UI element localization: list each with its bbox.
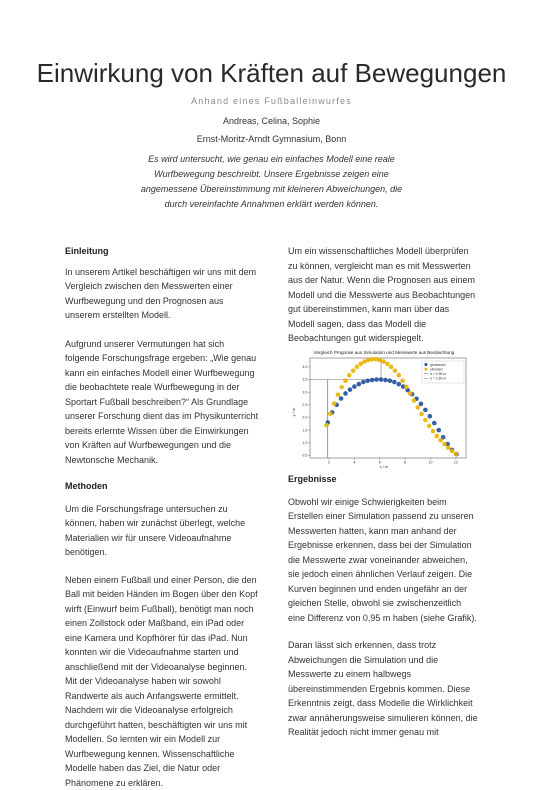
simulated-point [408, 391, 413, 396]
paper-subtitle: Anhand eines Fußballeinwurfes [0, 96, 543, 106]
simulated-point [416, 405, 421, 410]
measured-point [357, 382, 362, 387]
simulated-point [427, 424, 432, 429]
simulated-point [438, 438, 443, 443]
right-column-bottom [288, 472, 478, 740]
x-tick-label: 4 [353, 461, 355, 465]
x-tick-label: 10 [428, 461, 432, 465]
y-tick-label: 0.5 [302, 454, 307, 458]
y-tick-label: 4.0 [302, 365, 307, 369]
x-tick-label: 12 [454, 461, 458, 465]
legend-marker [425, 368, 428, 371]
simulated-point [366, 358, 371, 363]
measured-point [383, 378, 388, 383]
simulated-point [343, 378, 348, 383]
y-tick-label: 2.0 [302, 416, 307, 420]
simulated-point [400, 378, 405, 383]
measured-point [432, 421, 437, 426]
simulated-point [393, 368, 398, 373]
methods-paragraph-2: Neben einem Fußball und einer Person, die den Ball mit beiden Händen im Bogen über den Kopf wirft (Einwurf beim Fußball), benötigt man noch einen Zollstock oder Maßband, ein iPad oder eine Kamera und Kopfhörer für das iPad. Nun konnten wir die Videoaufnahme starten und anschließend mit der Videoanalyse beginnen. Mit der Videoanalyse haben wir sowohl Randwerte als auch Anfangswerte ermittelt. Nachdem wir die Videoanalyse erfolgreich durchgeführt hatten, beschäftigten wir uns mit Modellen. So lernten wir ein Modell zur Wurfbewegung kennen. Wissenschaftliche Modelle haben das Ziel, die Natur oder Phänomene zu erklären. [65, 573, 260, 790]
y-tick-label: 3.5 [302, 378, 307, 382]
measured-point [396, 382, 401, 387]
measured-point [370, 378, 375, 383]
measured-point [392, 380, 397, 385]
legend-label: d = 0.95 m [430, 372, 446, 376]
measured-point [361, 380, 366, 385]
simulated-point [442, 442, 447, 447]
trajectory-chart [288, 346, 472, 470]
measured-point [423, 408, 428, 413]
simulated-point [355, 365, 360, 370]
measured-point [348, 387, 353, 392]
measured-point [379, 377, 384, 382]
simulated-point [374, 357, 379, 362]
measured-point [436, 428, 441, 433]
simulated-point [332, 401, 337, 406]
measured-point [352, 384, 357, 389]
results-heading: Ergebnisse [288, 472, 478, 487]
authors: Andreas, Celina, Sophie [0, 116, 543, 126]
measured-point [374, 377, 379, 382]
measured-point [428, 414, 433, 419]
y-tick-label: 2.5 [302, 403, 307, 407]
chart-legend [422, 361, 464, 383]
simulated-point [454, 452, 459, 457]
simulated-point [435, 434, 440, 439]
left-column [65, 244, 260, 790]
simulated-point [404, 385, 409, 390]
simulated-point [328, 411, 333, 416]
simulated-point [336, 392, 341, 397]
intro-paragraph-1: In unserem Artikel beschäftigen wir uns mit dem Vergleich zwischen den Messwerten einer Wurfbewegung und den Prognosen aus unserem erstellten Modell. [65, 265, 260, 323]
measured-point [343, 391, 348, 396]
y-axis-label: y / m [291, 407, 296, 416]
results-paragraph-2: Daran lässt sich erkennen, dass trotz Abweichungen die Simulation und die Messwerte zu einem halbwegs übereinstimmenden Ergebnis kommen. Diese Erkenntnis zeigt, dass Modelle die Wirklichkeit zwar annäherungsweise simulieren können, die Realität jedoch nicht immer genau mit [288, 638, 478, 740]
measured-point [419, 402, 424, 407]
legend-label: simuliert [430, 367, 443, 371]
simulated-point [396, 373, 401, 378]
results-paragraph-1: Obwohl wir einige Schwierigkeiten beim Erstellen einer Simulation passend zu unseren Messwerten hatten, kann man anhand der Ergebnisse erkennen, dass bei der Simulation die Messwerte zwar voneinander abweichen, sie jedoch einen ähnlichen Verlauf zeigen. Die Kurven beginnen und enden ungefähr an der gleichen Stelle, obwohl sie zwischenzeitlich eine Differenz von 0,95 m haben (siehe Grafik). [288, 495, 478, 626]
simulated-point [347, 373, 352, 378]
simulated-point [351, 368, 356, 373]
x-tick-label: 2 [328, 461, 330, 465]
x-tick-label: 6 [379, 461, 381, 465]
x-tick-label: 8 [404, 461, 406, 465]
abstract: Es wird untersucht, wie genau ein einfaches Modell eine reale Wurfbewegung beschreibt. Unsere Ergebnisse zeigen eine angemessene Übereinstimmung mit kleineren Abweichungen, die durch vereinfachte Annahmen erklärt werden können. [140, 152, 403, 212]
y-tick-label: 1.5 [302, 428, 307, 432]
measured-point [339, 396, 344, 401]
measured-point [388, 378, 393, 383]
methods-heading: Methoden [65, 479, 260, 494]
y-tick-label: 1.0 [302, 441, 307, 445]
legend-marker [425, 363, 428, 366]
simulated-point [419, 412, 424, 417]
intro-heading: Einleitung [65, 244, 260, 259]
simulated-point [450, 449, 455, 454]
simulated-point [324, 423, 329, 428]
y-tick-label: 3.0 [302, 390, 307, 394]
legend-label: h = 2.89 m [430, 377, 446, 381]
methods-paragraph-1: Um die Forschungsfrage untersuchen zu können, haben wir zunächst überlegt, welche Materialien wir für unsere Videoaufnahme benötigen. [65, 502, 260, 560]
simulated-point [423, 418, 428, 423]
school: Ernst-Moritz-Arndt Gymnasium, Bonn [0, 134, 543, 144]
paper-title: Einwirkung von Kräften auf Bewegungen [0, 58, 543, 89]
simulated-point [389, 365, 394, 370]
simulated-point [446, 445, 451, 450]
measured-point [365, 378, 370, 383]
right-column-top [288, 244, 478, 346]
simulated-point [385, 362, 390, 367]
legend-label: gemessen [430, 363, 446, 367]
simulated-point [339, 385, 344, 390]
chart-title: Vergleich Prognose aus Simulation und Messwerte aus Beobachtung [314, 350, 455, 355]
simulated-point [412, 398, 417, 403]
intro-paragraph-2: Aufgrund unserer Vermutungen hat sich folgende Forschungsfrage ergeben: „Wie genau kann ein einfaches Modell einer Wurfbewegung die beobachtete reale Wurfbewegung in der Sportart Fußball beschreiben?“ Als Grundlage unserer Forschung dient das im Physikunterricht bereits erlernte Wissen über die Einwirkungen von Kräften auf Wurfbewegungen und die Newtonsche Mechanik. [65, 337, 260, 468]
intro-paragraph-3: Um ein wissenschaftliches Modell überprüfen zu können, vergleicht man es mit Messwerten aus der Natur. Wenn die Prognosen aus einem Modell und die Messwerte aus Beobachtungen gut übereinstimmen, kann man über das Modell sagen, dass das Modell die Beobachtungen gut widerspiegelt. [288, 244, 478, 346]
simulated-point [431, 429, 436, 434]
x-axis-label: x / m [380, 464, 389, 469]
